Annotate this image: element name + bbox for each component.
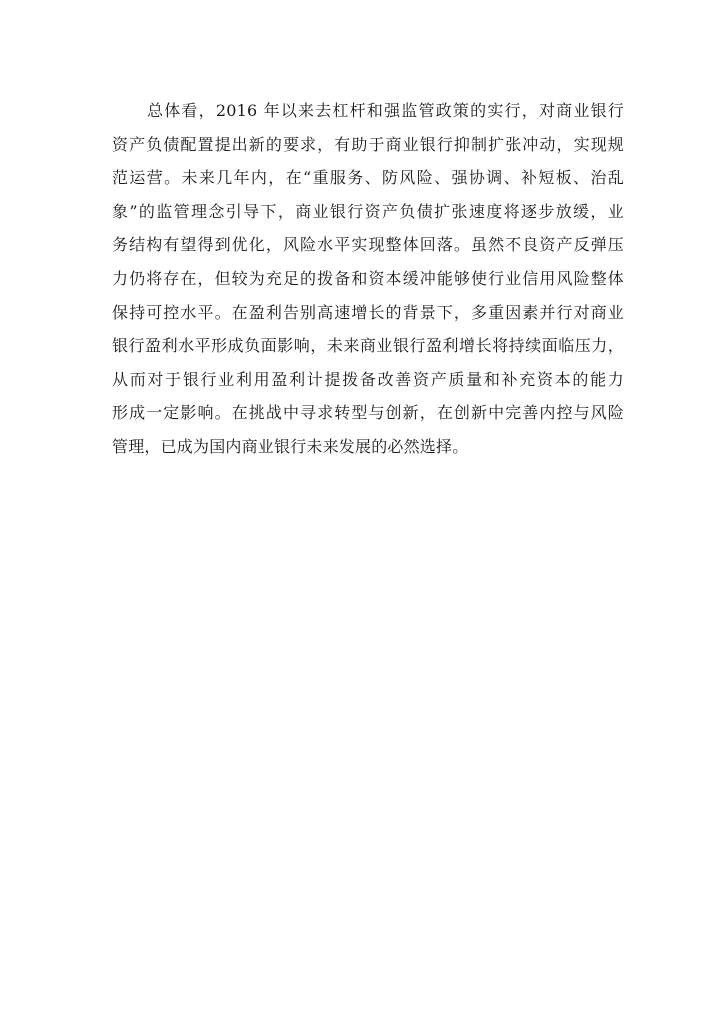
paragraph-line: 范运营。未来几年内，在“重服务、防风险、强协调、补短板、治乱 — [112, 168, 624, 188]
paragraph-line: 力仍将存在，但较为充足的拨备和资本缓冲能够使行业信用风险整体 — [112, 268, 624, 288]
body-paragraph — [112, 94, 624, 464]
paragraph-line: 形成一定影响。在挑战中寻求转型与创新，在创新中完善内控与风险 — [112, 403, 624, 423]
paragraph-line: 保持可控水平。在盈利告别高速增长的背景下，多重因素并行对商业 — [112, 302, 624, 322]
paragraph-line: 管理，已成为国内商业银行未来发展的必然选择。 — [112, 436, 469, 456]
paragraph-line: 象”的监管理念引导下，商业银行资产负债扩张速度将逐步放缓，业 — [112, 201, 624, 221]
paragraph-line: 总体看，2016 年以来去杠杆和强监管政策的实行，对商业银行 — [147, 101, 624, 120]
paragraph-line: 从而对于银行业利用盈利计提拨备改善资产质量和补充资本的能力 — [112, 369, 624, 389]
paragraph-line: 资产负债配置提出新的要求，有助于商业银行抑制扩张冲动，实现规 — [112, 134, 624, 154]
paragraph-line: 银行盈利水平形成负面影响，未来商业银行盈利增长将持续面临压力， — [112, 336, 624, 356]
paragraph-line: 务结构有望得到优化，风险水平实现整体回落。虽然不良资产反弹压 — [112, 235, 624, 255]
